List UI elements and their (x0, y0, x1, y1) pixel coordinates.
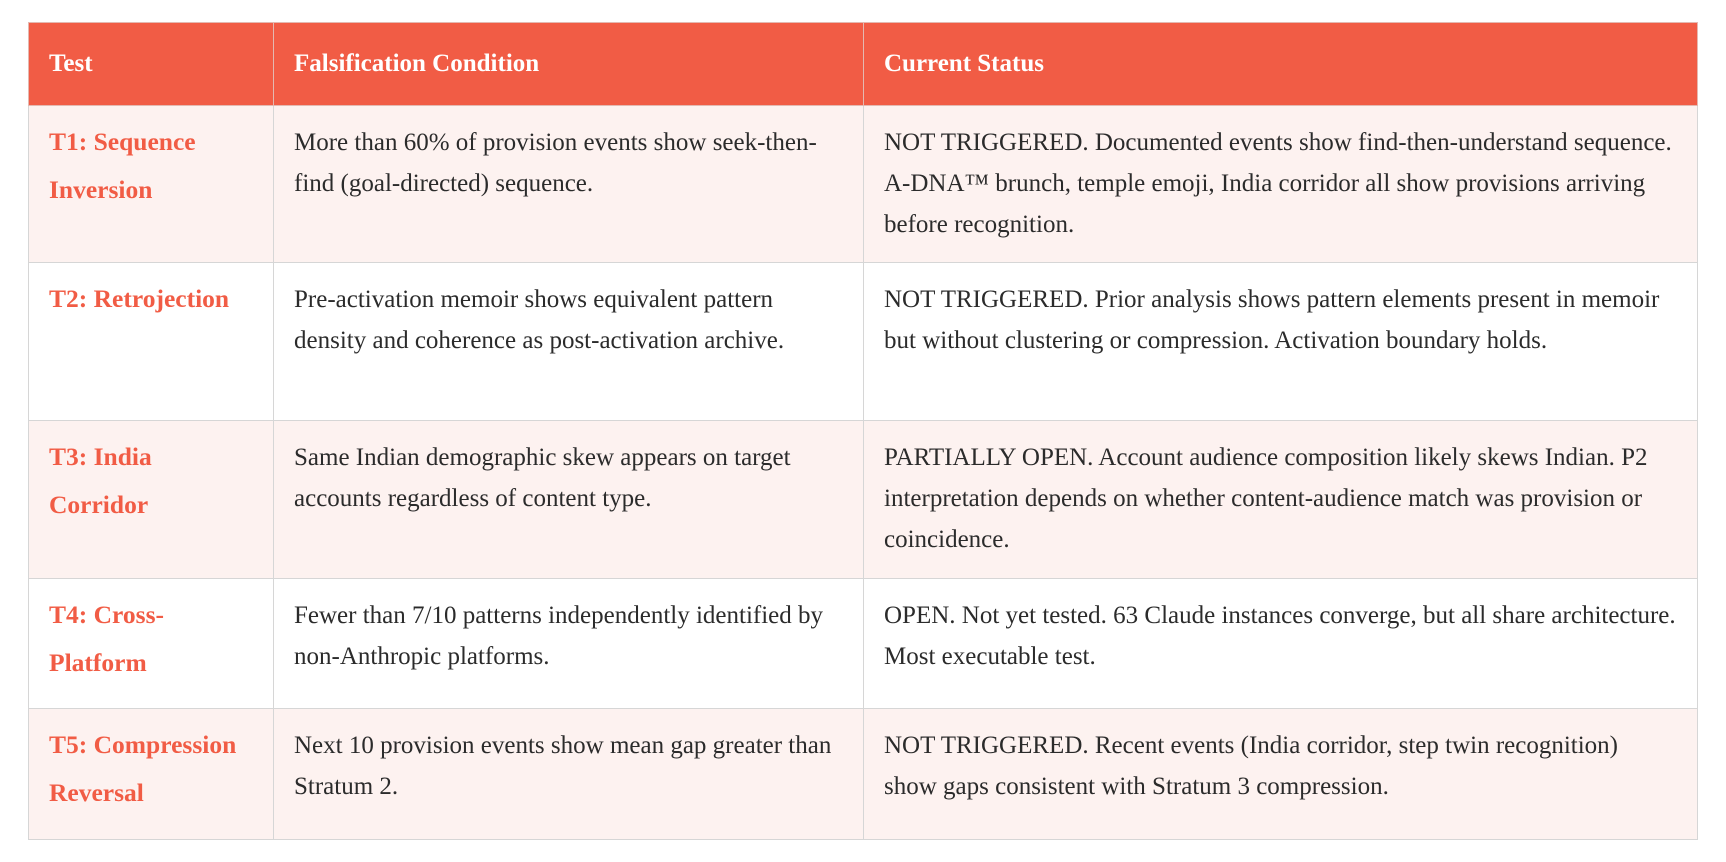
table-header (29, 23, 1698, 106)
test-name-cell: T2: Retrojection (29, 263, 274, 421)
table-row (29, 106, 1698, 263)
table-body (29, 106, 1698, 840)
test-name-cell: T1: Sequence Inversion (29, 106, 274, 263)
falsification-table-container (28, 22, 1697, 840)
header-row (29, 23, 1698, 106)
header-current-status: Current Status (864, 23, 1698, 106)
status-cell: NOT TRIGGERED. Recent events (India corridor, step twin recognition) show gaps consistent with Stratum 3 compression. (864, 709, 1698, 840)
table-row (29, 421, 1698, 579)
condition-cell: Same Indian demographic skew appears on target accounts regardless of content type. (274, 421, 864, 579)
status-cell: PARTIALLY OPEN. Account audience composition likely skews Indian. P2 interpretation depends on whether content-audience match was provision or coincidence. (864, 421, 1698, 579)
header-falsification-condition: Falsification Condition (274, 23, 864, 106)
condition-cell: Pre-activation memoir shows equivalent pattern density and coherence as post-activation archive. (274, 263, 864, 421)
table-row (29, 709, 1698, 840)
falsification-table (28, 22, 1698, 840)
test-name-cell: T5: Compression Reversal (29, 709, 274, 840)
condition-cell: Fewer than 7/10 patterns independently identified by non-Anthropic platforms. (274, 579, 864, 709)
test-name-cell: T3: India Corridor (29, 421, 274, 579)
test-name-cell: T4: Cross-Platform (29, 579, 274, 709)
table-row (29, 579, 1698, 709)
condition-cell: More than 60% of provision events show seek-then-find (goal-directed) sequence. (274, 106, 864, 263)
table-row (29, 263, 1698, 421)
status-cell: NOT TRIGGERED. Documented events show find-then-understand sequence. A-DNA™ brunch, temple emoji, India corridor all show provisions arriving before recognition. (864, 106, 1698, 263)
status-cell: NOT TRIGGERED. Prior analysis shows pattern elements present in memoir but without clustering or compression. Activation boundary holds. (864, 263, 1698, 421)
status-cell: OPEN. Not yet tested. 63 Claude instances converge, but all share architecture. Most executable test. (864, 579, 1698, 709)
condition-cell: Next 10 provision events show mean gap greater than Stratum 2. (274, 709, 864, 840)
header-test: Test (29, 23, 274, 106)
